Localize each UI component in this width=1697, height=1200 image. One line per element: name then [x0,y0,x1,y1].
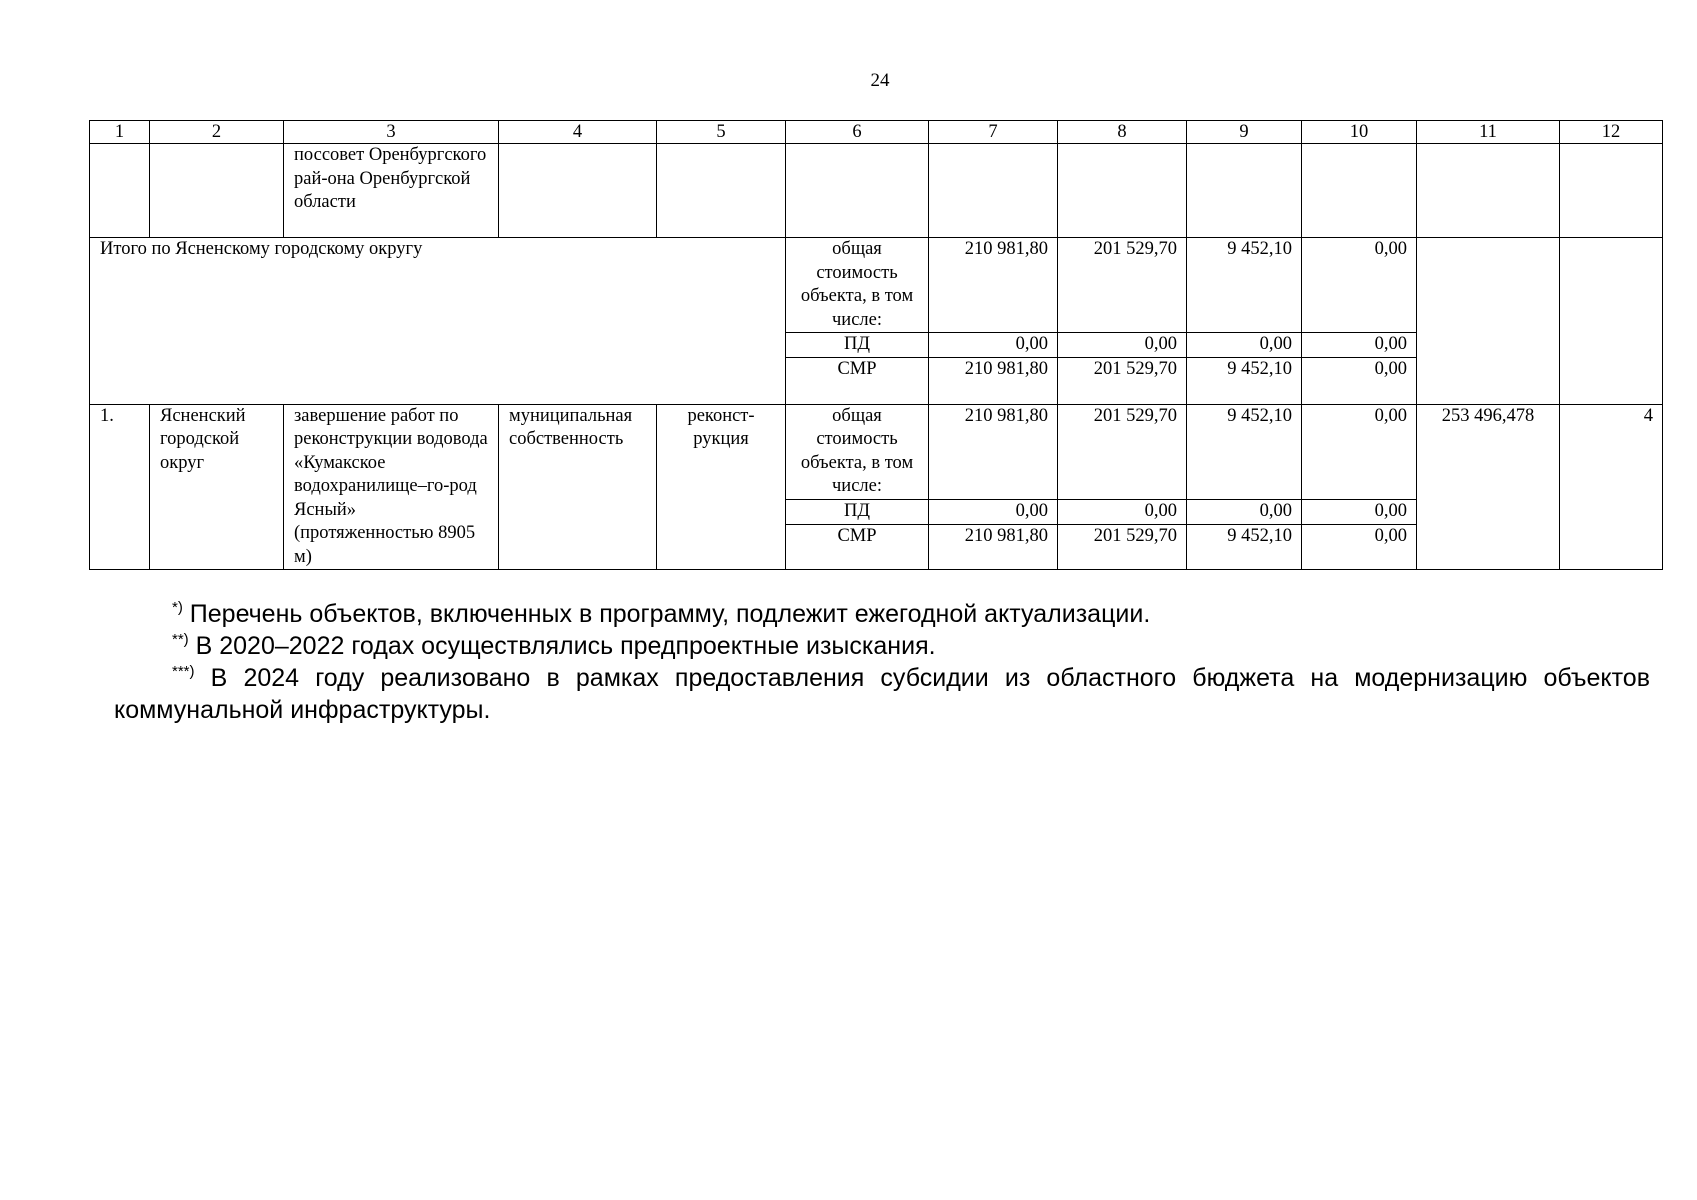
col-header-9: 9 [1187,121,1302,144]
item-c11: 253 496,478 [1417,404,1560,570]
total-pd-c10: 0,00 [1302,333,1417,358]
page-number: 24 [870,70,890,91]
item-type-pd: ПД [786,500,929,525]
item-general-c8: 201 529,70 [1058,404,1187,500]
item-row-general [90,404,1663,500]
item-general-c10: 0,00 [1302,404,1417,500]
total-row-general [90,238,1663,333]
item-pd-c7: 0,00 [929,500,1058,525]
footnotes [114,598,1650,726]
item-smr-c9: 9 452,10 [1187,524,1302,569]
col-header-2: 2 [150,121,284,144]
item-pd-c8: 0,00 [1058,500,1187,525]
item-c12: 4 [1560,404,1663,570]
footnote-1-mark: *) [172,599,183,616]
footnote-2-text: В 2020–2022 годах осуществлялись предпроектные изыскания. [188,632,936,660]
total-pd-c7: 0,00 [929,333,1058,358]
col-header-8: 8 [1058,121,1187,144]
item-municipality: Ясненский городской округ [150,404,284,570]
footnote-1-text: Перечень объектов, включенных в программу, подлежит ежегодной актуализации. [182,600,1151,628]
objects-table [89,120,1663,570]
total-pd-c8: 0,00 [1058,333,1187,358]
item-pd-c10: 0,00 [1302,500,1417,525]
item-type-smr: СМР [786,524,929,569]
col-header-5: 5 [657,121,786,144]
col-header-7: 7 [929,121,1058,144]
item-smr-c8: 201 529,70 [1058,524,1187,569]
continuation-row [90,144,1663,238]
total-smr-c8: 201 529,70 [1058,357,1187,404]
total-type-general: общая стоимость объекта, в том числе: [786,238,929,333]
item-work-type: реконст-рукция [657,404,786,570]
item-smr-c7: 210 981,80 [929,524,1058,569]
total-general-c7: 210 981,80 [929,238,1058,333]
item-pd-c9: 0,00 [1187,500,1302,525]
footnote-3-mark: ***) [172,663,195,680]
total-smr-c9: 9 452,10 [1187,357,1302,404]
col-header-12: 12 [1560,121,1663,144]
item-general-c7: 210 981,80 [929,404,1058,500]
total-type-pd: ПД [786,333,929,358]
footnote-2 [114,630,1650,662]
total-smr-c10: 0,00 [1302,357,1417,404]
item-ownership: муниципальная собственность [499,404,657,570]
col-header-1: 1 [90,121,150,144]
total-general-c10: 0,00 [1302,238,1417,333]
item-general-c9: 9 452,10 [1187,404,1302,500]
total-smr-c7: 210 981,80 [929,357,1058,404]
item-number: 1. [90,404,150,570]
col-header-10: 10 [1302,121,1417,144]
total-pd-c9: 0,00 [1187,333,1302,358]
item-object: завершение работ по реконструкции водовода «Кумакское водохранилище–го-род Ясный» (протяженностью 8905 м) [284,404,499,570]
item-smr-c10: 0,00 [1302,524,1417,569]
total-general-c8: 201 529,70 [1058,238,1187,333]
item-type-general: общая стоимость объекта, в том числе: [786,404,929,500]
col-header-6: 6 [786,121,929,144]
col-header-3: 3 [284,121,499,144]
column-number-row [90,121,1663,144]
footnote-3 [114,662,1650,726]
total-type-smr: СМР [786,357,929,404]
continuation-object-cell: поссовет Оренбургского рай-она Оренбургской области [284,144,499,238]
total-general-c9: 9 452,10 [1187,238,1302,333]
footnote-3-text: В 2024 году реализовано в рамках предоставления субсидии из областного бюджета на модернизацию объектов коммунальной инфраструктуры. [114,664,1650,724]
col-header-11: 11 [1417,121,1560,144]
col-header-4: 4 [499,121,657,144]
footnote-1 [114,598,1650,630]
total-label: Итого по Ясненскому городскому округу [90,238,786,405]
footnote-2-mark: **) [172,631,189,648]
